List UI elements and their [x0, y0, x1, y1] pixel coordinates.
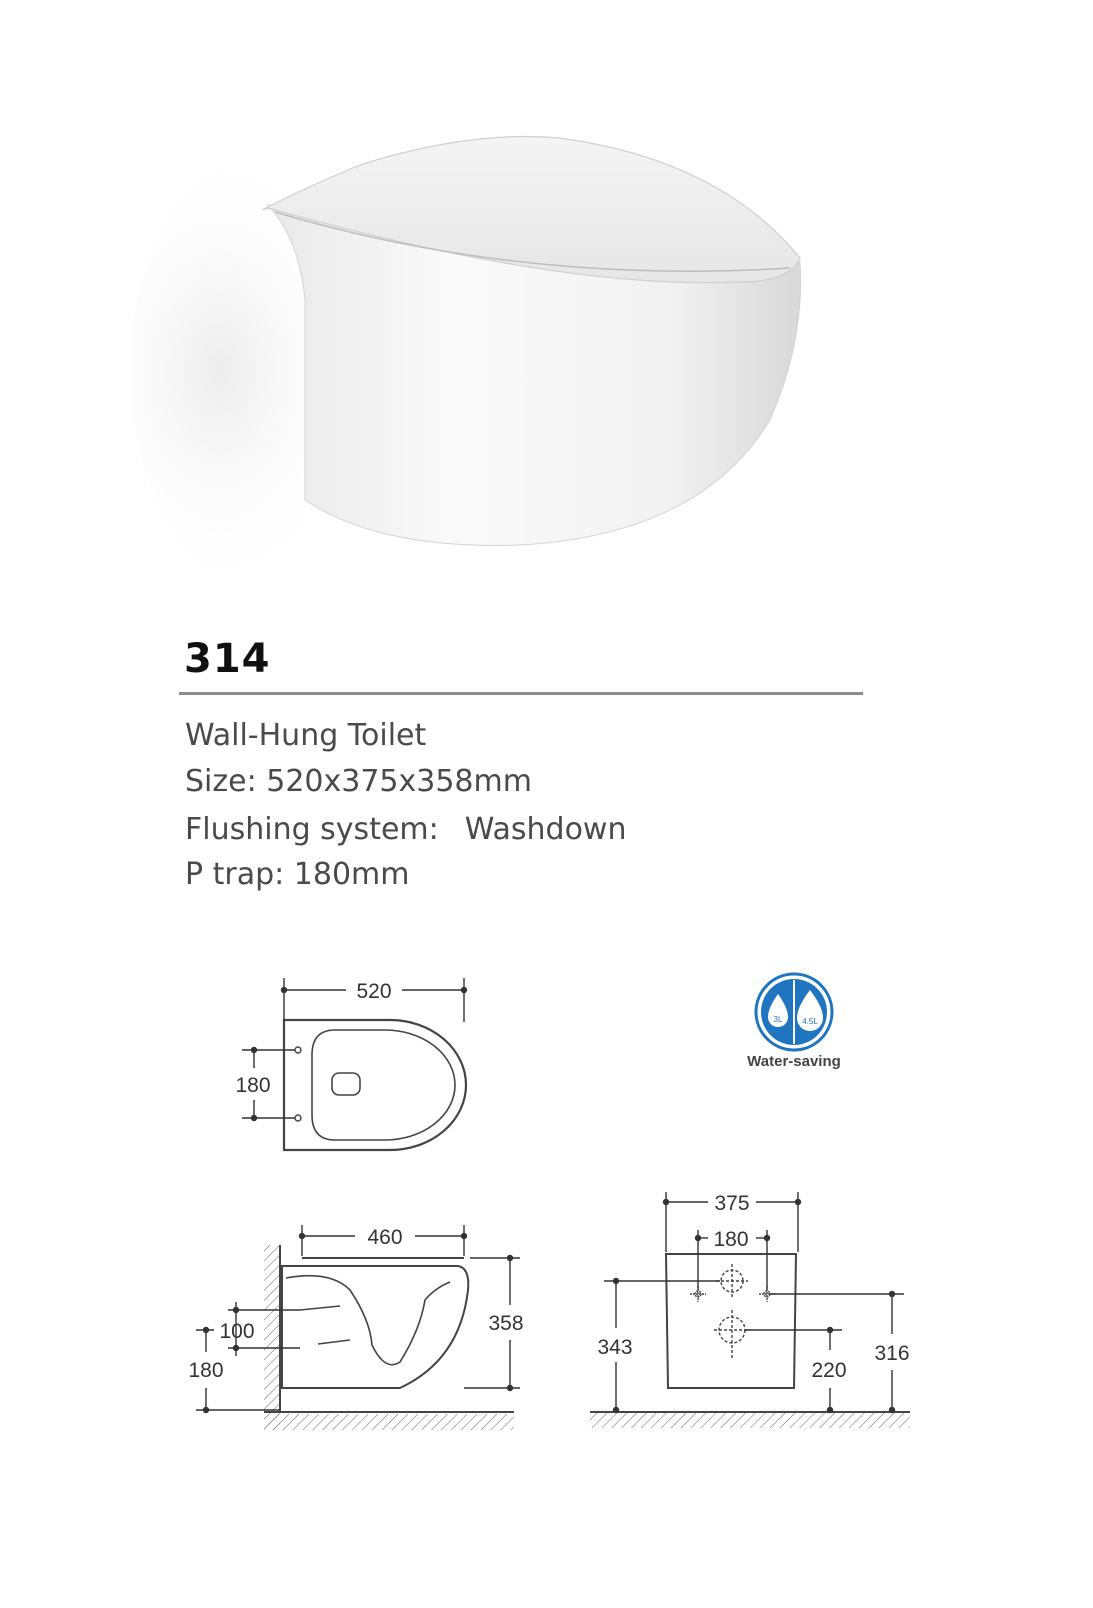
top-view-bolt-label: 180 — [235, 1074, 271, 1097]
back-view-drawing — [590, 1192, 910, 1428]
badge-label: Water-saving — [747, 1053, 841, 1070]
back-view-bolt-label: 180 — [713, 1228, 749, 1251]
back-view-width-label: 375 — [714, 1192, 750, 1215]
water-saving-badge — [756, 974, 832, 1050]
badge-large-volume: 4.5L — [802, 1017, 818, 1026]
back-view-bolt-height-label: 316 — [874, 1342, 910, 1365]
back-view-outlet-label: 220 — [811, 1359, 847, 1382]
product-name: Wall-Hung Toilet — [185, 718, 427, 753]
spec-flushing-value: Washdown — [464, 812, 627, 847]
back-view-inlet-label: 343 — [597, 1336, 633, 1359]
top-view-width-label: 520 — [356, 980, 392, 1003]
side-view-height-label: 358 — [488, 1312, 524, 1335]
spec-flushing-label: Flushing system: — [185, 812, 439, 847]
spec-trap: P trap: 180mm — [185, 857, 410, 892]
badge-small-volume: 3L — [773, 1015, 783, 1024]
spec-size: Size: 520x375x358mm — [185, 764, 532, 799]
side-view-inlet-label: 100 — [219, 1320, 255, 1343]
side-view-outlet-label: 180 — [188, 1359, 224, 1382]
model-number: 314 — [184, 636, 271, 682]
side-view-length-label: 460 — [367, 1226, 403, 1249]
top-view-drawing — [242, 978, 467, 1150]
